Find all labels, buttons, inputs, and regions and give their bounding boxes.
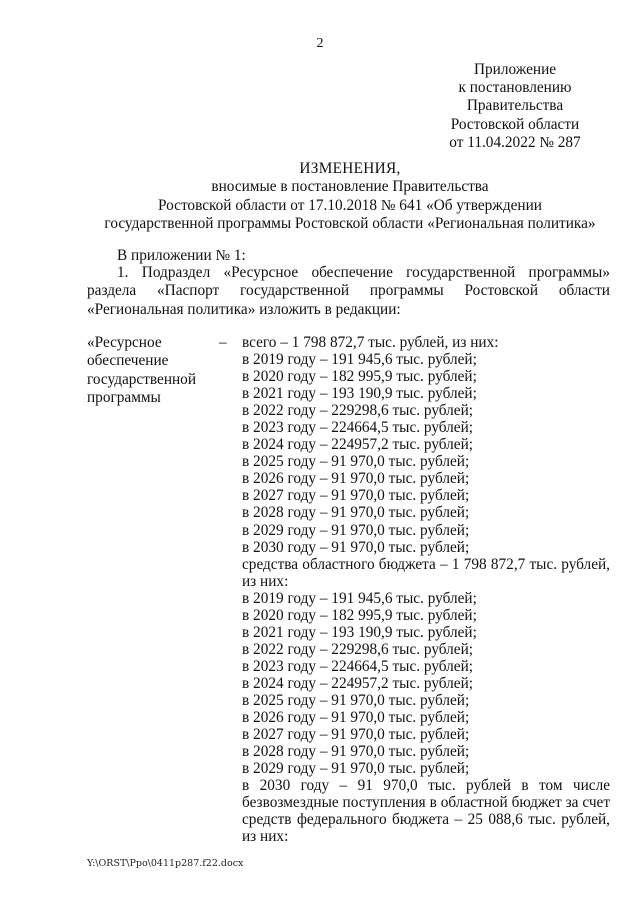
resource-label-line: «Ресурсное: [87, 334, 162, 351]
total-line: всего – 1 798 872,7 тыс. рублей, из них:: [242, 334, 499, 351]
regional-year-line: в 2027 году – 91 970,0 тыс. рублей;: [242, 726, 470, 744]
page-number: 2: [316, 36, 324, 51]
paragraph-line: «Региональная политика» изложить в редакции:: [87, 300, 401, 318]
title-line: Ростовской области от 17.10.2018 № 641 «Об утверждении: [158, 196, 542, 214]
appendix-line: от 11.04.2022 № 287: [449, 133, 581, 151]
appendix-line: к постановлению: [458, 79, 572, 97]
regional-year-line: в 2020 году – 182 995,9 тыс. рублей;: [242, 606, 477, 624]
appendix-line: Приложение: [473, 61, 557, 78]
paragraph-word: «Паспорт: [157, 282, 220, 300]
regional-year-line: в 2028 году – 91 970,0 тыс. рублей;: [242, 743, 470, 761]
title-line: вносимые в постановление Правительства: [211, 178, 489, 196]
resource-label-line: государственной: [87, 370, 197, 388]
document-title: [90, 160, 610, 233]
year-line: в 2025 году – 91 970,0 тыс. рублей;: [242, 453, 470, 471]
resource-label-line: обеспечение: [87, 352, 169, 370]
appendix-block: [440, 61, 590, 152]
resource-dash: –: [219, 334, 227, 351]
resource-label-line: программы: [87, 389, 161, 407]
regional-year-line: в 2019 году – 191 945,6 тыс. рублей;: [242, 589, 477, 607]
paragraph-word: Ростовской: [464, 282, 539, 300]
federal-funds-paragraph: в 2030 году – 91 970,0 тыс. рублей в том числе безвозмездные поступления в областной бюджет за счет средств федерального бюджета – 25 088,6 тыс. рублей, из них:: [242, 777, 610, 846]
year-line: в 2028 году – 91 970,0 тыс. рублей;: [242, 504, 470, 522]
year-line: в 2026 году – 91 970,0 тыс. рублей;: [242, 470, 470, 488]
regional-year-line: в 2026 году – 91 970,0 тыс. рублей;: [242, 709, 470, 727]
title-line: государственной программы Ростовской области «Региональная политика»: [104, 214, 596, 232]
regional-year-line: в 2024 году – 224957,2 тыс. рублей;: [242, 674, 474, 692]
year-line: в 2029 году – 91 970,0 тыс. рублей;: [242, 521, 470, 539]
appendix-line: Ростовской области: [450, 115, 580, 133]
paragraph-line: 1. Подраздел «Ресурсное обеспечение государственной программы»: [117, 264, 610, 281]
file-path-footer: Y:\ORST\Ppo\0411p287.f22.docx: [87, 858, 244, 869]
regional-year-line: в 2029 году – 91 970,0 тыс. рублей;: [242, 760, 470, 778]
year-line: в 2030 году – 91 970,0 тыс. рублей;: [242, 538, 470, 556]
amendment-paragraph: [87, 264, 610, 319]
year-line: в 2023 году – 224664,5 тыс. рублей;: [242, 419, 474, 437]
year-line: в 2027 году – 91 970,0 тыс. рублей;: [242, 487, 470, 505]
paragraph-line: [87, 282, 610, 300]
title-heading: ИЗМЕНЕНИЯ,: [299, 160, 401, 177]
paragraph-word: государственной: [240, 282, 350, 300]
regional-budget-header: средства областного бюджета – 1 798 872,7 тыс. рублей, из них:: [242, 555, 610, 590]
resource-label: [87, 334, 227, 408]
year-line: в 2020 году – 182 995,9 тыс. рублей;: [242, 368, 477, 386]
regional-year-line: в 2022 году – 229298,6 тыс. рублей;: [242, 640, 474, 658]
year-line: в 2021 году – 193 190,9 тыс. рублей;: [242, 385, 477, 403]
annex-line: В приложении № 1:: [117, 247, 246, 264]
appendix-line: Правительства: [466, 97, 564, 115]
year-line: в 2024 году – 224957,2 тыс. рублей;: [242, 436, 474, 454]
paragraph-word: раздела: [87, 282, 137, 300]
regional-year-line: в 2025 году – 91 970,0 тыс. рублей;: [242, 691, 470, 709]
year-line: в 2022 году – 229298,6 тыс. рублей;: [242, 402, 474, 420]
paragraph-word: области: [558, 282, 610, 300]
resource-values: [242, 334, 610, 845]
regional-year-line: в 2023 году – 224664,5 тыс. рублей;: [242, 657, 474, 675]
year-line: в 2019 году – 191 945,6 тыс. рублей;: [242, 351, 477, 369]
paragraph-word: программы: [369, 282, 444, 300]
regional-year-line: в 2021 году – 193 190,9 тыс. рублей;: [242, 623, 477, 641]
